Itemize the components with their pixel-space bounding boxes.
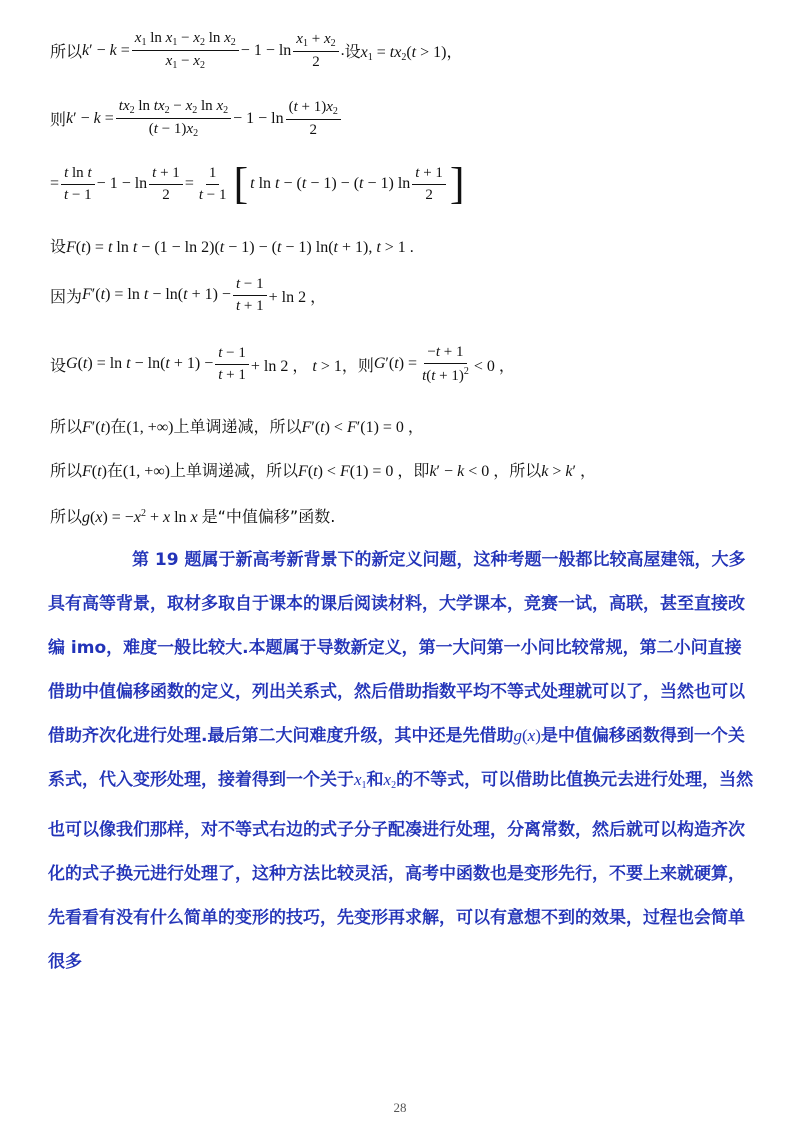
page-number: 28 (393, 1100, 407, 1115)
commentary-paragraph: 第 19 题属于新高考新背景下的新定义问题，这种考题一般都比较高屋建瓴，大多具有高等背景，取材多取自于课本的课后阅读材料，大学课本，竞赛一试，高联，甚至直接改编 imo，难度一般比较大.本题属于导数新定义，第一大问第一小问比较常规，第二小问直接借助中值偏移函数的定义，列出关系式，然后借助指数平均不等式处理就可以了，当然也可以借助齐次化进行处理.最后第二大问难度升级，其中还是先借助g(x)是中值偏移函数得到一个关系式，代入变形处理，接着得到一个关于$x_1$和$x_2$的不等式，可以借助比值换元去进行处理，当然也可以像我们那样，对不等式右边的式子分子配凑进行处理，分离常数，然后就可以构造齐次化的式子换元进行处理了，这种方法比较灵活，高考中函数也是变形先行，不要上来就硬算，先看看有没有什么简单的变形的技巧，先变形再求解，可以有意想不到的效果，过程也会简单很多 (48, 550, 754, 972)
fraction: $\frac{t - 1}{t + 1}$ (233, 276, 267, 314)
fraction: $\frac{t + 1}{2}$ (149, 165, 183, 203)
text-prefix: 所以 (50, 42, 83, 61)
fraction: $\frac{t - 1}{t + 1}$ (215, 345, 249, 383)
equation-line-3: = $\frac{\text{t ln t}}{t - 1}$ − 1 − ln $\frac{t + 1}{2}$ = $\frac{1}{t - 1}$ [ t ln t − (t − 1) − (t − 1) ln $\frac{t + 1}{2}$ ] (50, 159, 465, 208)
equation-line-1: 所以 k′ − k = $\frac{x_1 \ln x_1 - x_2 \ln x_2}{x_1 - x_2}$ − 1 − ln $\frac{x_1 + x_2}{2}$ . 设 $x_1 = tx_2(t > 1)$， (50, 30, 463, 71)
text-prefix: 因为 (50, 286, 83, 306)
fraction: $\frac{1}{t - 1}$ (198, 165, 227, 203)
fraction: $\frac{x_1 \ln x_1 - x_2 \ln x_2}{x_1 - x_2}$ (132, 30, 239, 71)
text-suffix: 设 (344, 42, 361, 61)
equation-line-8: 所以F(t)在(1, +∞)上单调递减，所以F(t) < F(1) = 0 ，即k′ − k < 0 ，所以k > k′ ， (50, 461, 596, 480)
equation-line-6: 设 G(t) = ln t − ln(t + 1) − $\frac{t - 1}{t + 1}$ + ln 2 ， t > 1 ，则 G′(t) = $\frac{-t + 1}{t(t + 1)^2}$ < 0 ， (50, 344, 515, 384)
text-mid: ，则 (341, 355, 374, 375)
fraction: $\frac{tx_2 \ln tx_2 - x_2 \ln x_2}{(t - 1)x_2}$ (116, 98, 231, 139)
fraction: $\frac{-t + 1}{t(t + 1)^2}$ (422, 344, 469, 384)
equation-line-4: 设F(t) = t ln t − (1 − ln 2)(t − 1) − (t − 1) ln(t + 1), t > 1 . (50, 237, 414, 256)
fraction: $\frac{t + 1}{2}$ (412, 165, 446, 203)
equation-line-5: 因为 F′(t) = ln t − ln(t + 1) − $\frac{t - 1}{t + 1}$ + ln 2 ， (50, 276, 327, 314)
fraction: $\frac{x_1 + x_2}{2}$ (293, 31, 338, 71)
equation-line-7: 所以F′(t)在(1, +∞)上单调递减，所以F′(t) < F′(1) = 0 ， (50, 417, 424, 436)
fraction: $\frac{(t + 1)x_2}{2}$ (286, 99, 341, 139)
text-prefix: 设 (50, 237, 67, 256)
equation-line-2: 则 k′ − k = $\frac{tx_2 \ln tx_2 - x_2 \ln x_2}{(t - 1)x_2}$ − 1 − ln $\frac{(t + 1)x_2}{2}$ (50, 98, 343, 139)
text-prefix: 则 (50, 110, 67, 129)
text-prefix: 设 (50, 355, 67, 375)
fraction: $\frac{\text{t ln t}}{t - 1}$ (61, 165, 95, 203)
equation-line-9: 所以$g(x) = -x^2 + x$ ln x 是“中值偏移”函数. (50, 507, 336, 526)
